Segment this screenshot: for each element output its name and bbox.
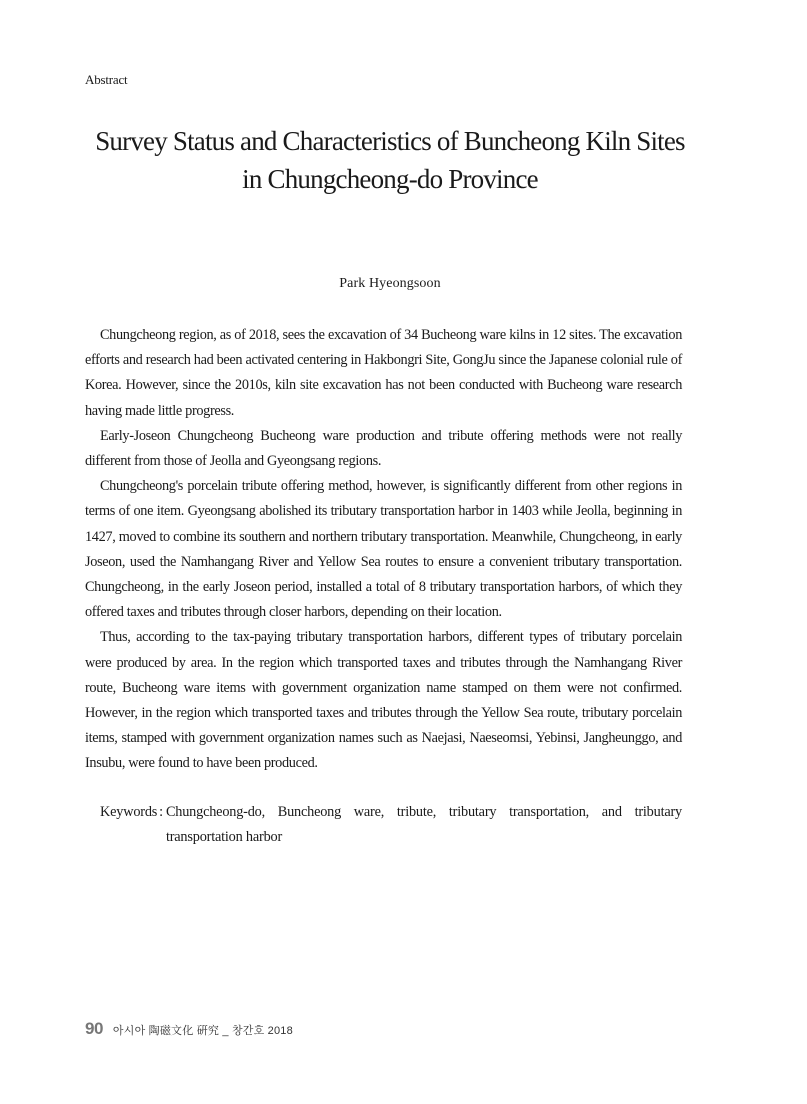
keywords-separator: : — [159, 804, 163, 820]
journal-name: 아시아 陶磁文化 硏究 _ 창간호 2018 — [112, 1025, 293, 1037]
page-number: 90 — [85, 1019, 103, 1038]
abstract-paragraph: Chungcheong's porcelain tribute offering method, however, is significantly different from other regions in terms of one item. Gyeongsang abolished its tributary transportation harbor in 1403 while Jeolla, beginning in 1427, moved to combine its southern and northern tributary transportation. Meanwhile, Chungcheong, in early Joseon, used the Namhangang River and Yellow Sea routes to ensure a convenient tributary transportation. Chungcheong, in the early Joseon period, installed a total of 8 tributary transportation harbors, of which they offered taxes and tributes through closer harbors, depending on their location. — [85, 478, 682, 621]
title-line-2: in Chungcheong-do Province — [242, 164, 538, 194]
abstract-paragraph: Chungcheong region, as of 2018, sees the excavation of 34 Bucheong ware kilns in 12 sites. The excavation efforts and research had been activated centering in Hakbongri Site, GongJu since the Japanese colonial rule of Korea. However, since the 2010s, kiln site excavation has not been conducted with Bucheong ware research having made little progress. — [85, 327, 682, 419]
abstract-paragraph: Thus, according to the tax-paying tributary transportation harbors, different types of tributary porcelain were produced by area. In the region which transported taxes and tributes through the Namhangang River route, Bucheong ware items with government organization name stamped on them were not confirmed. However, in the region which transported taxes and tributes through the Yellow Sea route, tributary porcelain items, stamped with government organization names such as Naejasi, Naeseomsi, Yebinsi, Jangheunggo, and Insubu, were found to have been produced. — [85, 629, 682, 772]
abstract-paragraph: Early-Joseon Chungcheong Bucheong ware production and tribute offering methods were not really different from those of Jeolla and Gyeongsang regions. — [85, 427, 682, 470]
author-name: Park Hyeongsoon — [339, 276, 441, 291]
abstract-body — [85, 323, 682, 777]
keywords-block — [85, 800, 682, 850]
page-footer — [85, 1019, 293, 1039]
paper-title — [60, 122, 720, 198]
keywords-text: Chungcheong-do, Buncheong ware, tribute, tributary transportation, and tributary transportation harbor — [165, 804, 682, 846]
keywords-label: Keywords — [100, 804, 158, 820]
section-label: Abstract — [85, 72, 128, 87]
title-line-1: Survey Status and Characteristics of Buncheong Kiln Sites — [95, 126, 685, 156]
